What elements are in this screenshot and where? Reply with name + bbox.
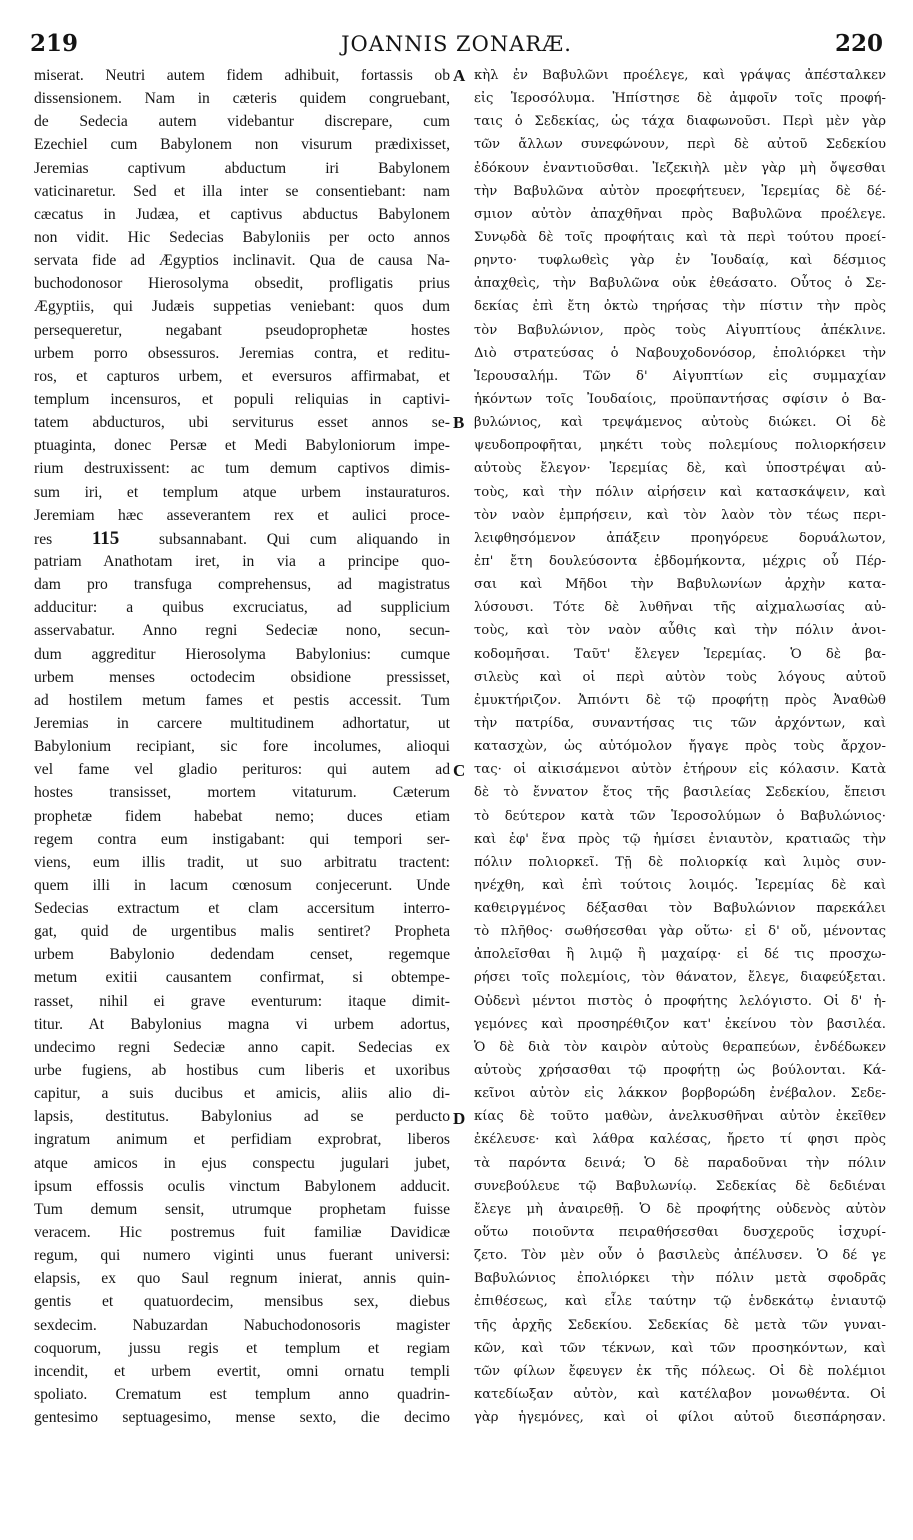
greek-line: τοὺς, καὶ τὸν ναὸν αὖθις καὶ τὴν πόλιν ἀνοι- (474, 623, 886, 639)
greek-line: τοὺς, καὶ τὴν πόλιν αἱρήσειν καὶ κατασκάψειν, καὶ (474, 484, 886, 500)
greek-line: ταις ὁ Σεδεκίας, ὡς τάχα διαφωνοῦσι. Περὶ μὲν γὰρ (474, 114, 886, 130)
greek-line: καθειργμένος δέξασθαι τὸν Βαβυλώνιον παρεκάλει (474, 901, 886, 917)
latin-line: ad hostilem metum fames et pestis accessit. Tum (34, 691, 450, 709)
latin-line: prophetæ fidem habebat nemo; duces etiam (34, 807, 450, 825)
page-number-right: 220 (834, 30, 883, 57)
latin-line: Sedecias extractum et clam accersitum interro- (34, 900, 450, 918)
latin-line: rasset, nihil ei grave eventurum: itaque dimit- (34, 992, 450, 1010)
greek-line: εἰς Ἱεροσόλυμα. Ἠπίστησε δὲ ἀμφοῖν τοῖς προφή- (474, 91, 886, 107)
latin-line: de Sedecia autem videbantur discrepare, cum (34, 113, 450, 131)
latin-line: veracem. Hic postremus fuit familiæ Davidicæ (34, 1224, 450, 1242)
latin-line: dissensionem. Nam in cæteris quidem congruebant, (34, 90, 450, 108)
greek-line: οὕτω ποιοῦντα πειραθήσεσθαι δυσχεροῦς ἰσχυρί- (474, 1225, 886, 1241)
latin-line: spoliato. Crematum est templum anno quadrin- (34, 1386, 450, 1404)
latin-line: metum exitii causantem confirmat, si obtempe- (34, 969, 450, 987)
greek-line: ρήσει τοῖς πολεμίοις, τὸν θάνατον, ἔλεγε, διαφεύξεται. (474, 970, 886, 986)
greek-line: σαι καὶ Μῆδοι τὴν Βαβυλωνίων ἀρχὴν κατα- (474, 577, 886, 593)
latin-line: incendit, et urbem evertit, omni ornatu templi (34, 1362, 450, 1380)
latin-line: atque amicos in ejus conspectu jugulari jubet, (34, 1154, 450, 1172)
greek-line: ἐπιθέσεως, καὶ εἷλε ταύτην τῷ ἑνδεκάτῳ ἐνιαυτῷ (474, 1294, 886, 1310)
latin-line: capitur, a suis ducibus et amicis, aliis alio di- (34, 1085, 450, 1103)
greek-line: Συνῳδὰ δὲ τοῖς προφήταις καὶ τὰ περὶ τούτου προεί- (474, 229, 886, 245)
latin-line: urbem menses octodecim obsidione pressisset, (34, 668, 450, 686)
latin-line: cæcatus in Judæa, et captivus abductus Babylonem (34, 205, 450, 223)
margin-marker-c: C (453, 761, 466, 780)
greek-line: τὸ δεύτερον κατὰ τῶν Ἱεροσολύμων ὁ Βαβυλώνιος· (474, 808, 886, 824)
latin-line: hostes transisset, mortem vitaturum. Cæterum (34, 784, 450, 802)
greek-line: αὐτοὺς ἔλεγον· Ἰερεμίας δὲ, καὶ ὑποστρέψαι αὐ- (474, 461, 886, 477)
greek-line: τας· οἱ αἰκισάμενοι αὐτὸν ἐτήρουν εἰς κόλασιν. Κατὰ (474, 762, 886, 778)
latin-line: patriam Anathotam iret, in via a principe quo- (34, 552, 450, 570)
greek-line: σμιον αὐτὸν ἀπαχθῆναι πρὸς Βαβυλῶνα προέλεγε. (474, 206, 886, 222)
latin-line: persequeretur, negabant pseudoprophetæ hostes (34, 321, 450, 339)
latin-line: ingratum animum et perfidiam exprobrat, liberos (34, 1131, 450, 1149)
page-header (0, 30, 913, 64)
latin-line: regem contra eum instigabant: qui tempori ser- (34, 830, 450, 848)
latin-line: viens, eum illis tradit, ut suo arbitratu tractent: (34, 853, 450, 871)
greek-line: γεμόνες καὶ προσηρέθιζον κατ' ἐκείνου τὸν βασιλέα. (474, 1016, 886, 1032)
greek-line: καὶ ἐφ' ἕνα πρὸς τῷ ἡμίσει ἐνιαυτὸν, κρατιαῶς τὴν (474, 831, 886, 847)
latin-line: Tum demum sensit, utrumque prophetam fuisse (34, 1200, 450, 1218)
greek-line: ἔλεγε μὴ ἀναιρεθῇ. Ὁ δὲ προφήτης οὐδενὸς αὐτὸν (474, 1201, 886, 1217)
margin-marker-d: D (453, 1109, 466, 1128)
greek-line: Βαβυλώνιος ἐπολιόρκει τὴν πόλιν μετὰ σφοδρᾶς (474, 1271, 886, 1287)
greek-line: πόλιν πολιορκεῖ. Τῇ δὲ πολιορκίᾳ καὶ λιμὸς συν- (474, 854, 886, 870)
latin-line: gentis et quatuordecim, mensibus sex, diebus (34, 1293, 450, 1311)
greek-line: Διὸ στρατεύσας ὁ Ναβουχοδονόσορ, ἐπολιόρκει τὴν (474, 345, 886, 361)
latin-line: miserat. Neutri autem fidem adhibuit, fortassis ob (34, 67, 450, 84)
latin-line: urbe fugiens, ab hostibus cum liberis et uxoribus (34, 1062, 450, 1080)
latin-line: titur. At Babylonius magna vi urbem adortus, (34, 1015, 450, 1033)
latin-line: dum aggreditur Hierosolyma Babylonius: cumque (34, 645, 450, 663)
greek-line: τὴν πατρίδα, συναντήσας τις τῶν ἀρχόντων, καὶ (474, 715, 886, 731)
latin-line: coquorum, jussu regis et templum et regiam (34, 1339, 450, 1357)
latin-line: Jeremiam hæc asseverantem rex et aulici proce- (34, 506, 450, 524)
margin-marker-a: A (453, 66, 466, 85)
greek-line: ζετο. Τὸν μὲν οὖν ὁ βασιλεὺς ἀπέλυσεν. Ὁ δέ γε (474, 1248, 886, 1264)
greek-line: δεκίας ἐπὶ ἔτη ὀκτὼ τηρήσας τὴν πίστιν τὴν πρὸς (474, 299, 886, 315)
page-number-left: 219 (30, 30, 79, 57)
greek-line: ρηντο· τυφλωθεὶς γὰρ ἐν Ἰουδαίᾳ, καὶ δέσμιος (474, 253, 886, 269)
greek-line: δὲ τὸ ἔννατον ἔτος τῆς βασιλείας Σεδεκίου, ἔπεισι (474, 785, 886, 801)
latin-line: ros, et capturos urbem, et eversuros affirmabat, et (34, 367, 450, 385)
latin-line: Ægyptiis, qui Judæis suppetias veniebant: quos dum (34, 298, 450, 316)
latin-line: adducitur: a quibus excruciatus, ad supplicium (34, 599, 450, 617)
greek-line: κοδομῆσαι. Ταῦτ' ἔλεγεν Ἰερεμίας. Ὁ δὲ βα- (474, 646, 886, 662)
greek-line: βυλώνιος, καὶ τρεψάμενος αὐτοὺς διώκει. Οἱ δὲ (474, 415, 886, 431)
greek-line: λειφθησόμενον ἀπάξειν προηγόρευε δορυάλωτον, (474, 530, 886, 546)
greek-line: κῶν, καὶ τῶν τέκνων, καὶ τῶν προσηκόντων, καὶ (474, 1340, 886, 1356)
greek-line: ἐδόκουν ἐναντιοῦσθαι. Ἰεζεκιὴλ μὲν γὰρ μὴ ὄψεσθαι (474, 160, 886, 176)
latin-line: urbem Babylonio dedendam censet, regemque (34, 946, 450, 964)
greek-line: Οὐδενὶ μέντοι πιστὸς ὁ προφήτης λελόγιστο. Οἱ δ' ἡ- (474, 993, 886, 1009)
greek-line: ἐμυκτήριζον. Ἀπιόντι δὲ τῷ προφήτῃ πρὸς Ἀναθὼθ (474, 692, 886, 708)
greek-line: λύσουσι. Τότε δὲ λυθῆναι τῆς αἰχμαλωσίας αὐ- (474, 600, 886, 616)
latin-line: Jeremias captivum abductum iri Babylonem (34, 159, 450, 177)
folio-number: 115 (91, 527, 120, 549)
latin-line: regum, qui numero viginti unus fuerant universi: (34, 1247, 450, 1265)
latin-line: undecimo regni Sedeciæ anno capit. Sedecias ex (34, 1038, 450, 1056)
latin-text: res (34, 530, 53, 548)
greek-column (474, 64, 886, 1429)
latin-line: sexdecim. Nabuzardan Nabuchodonosoris magister (34, 1316, 450, 1334)
latin-line: servata fide ad Ægyptios inclinavit. Qua de causa Na- (34, 252, 450, 270)
latin-column (34, 64, 450, 1429)
greek-line: Ὁ δὲ διὰ τὸν καιρὸν αὐτοὺς θεραπεύων, ἐνδέδωκεν (474, 1039, 886, 1055)
greek-line: ψευδοπροφῆται, μηκέτι τοὺς πολεμίους πολιορκήσειν (474, 438, 886, 454)
latin-line: Babylonium recipiant, sic fore incolumes, alioqui (34, 738, 450, 756)
greek-line: σιλεὺς καὶ οἱ περὶ αὐτὸν τοὺς λόγους αὐτοῦ (474, 669, 886, 685)
greek-line: τὴν Βαβυλῶνα αὐτὸν προεφήτευεν, Ἰερεμίας δὲ δέ- (474, 183, 886, 199)
greek-line: κὴλ ἐν Βαβυλῶνι προέλεγε, καὶ γράψας ἀπέσταλκεν (474, 68, 886, 83)
latin-line: templum incensuros, et populi reliquias in captivi- (34, 390, 450, 408)
latin-line: gentesimo septuagesimo, mense sexto, die decimo (34, 1409, 450, 1427)
greek-line: τὰ παρόντα δεινά; Ὁ δὲ παραδοῦναι τὴν πόλιν (474, 1155, 886, 1171)
greek-line: γὰρ ἡγεμόνες, καὶ οἱ φίλοι αὐτοῦ διεσπάρησαν. (474, 1410, 886, 1426)
latin-line: sum iri, et templum atque urbem instauraturos. (34, 483, 450, 501)
latin-line: ipsum effossis oculis vinctum Babylonem adducit. (34, 1177, 450, 1195)
greek-line: ἀπολεῖσθαι ἢ λιμῷ ἢ μαχαίρᾳ· εἰ δέ τις προσχω- (474, 947, 886, 963)
running-title: JOANNIS ZONARÆ. (341, 32, 572, 56)
latin-line: asservabatur. Anno regni Sedeciæ nono, secun- (34, 622, 450, 640)
latin-line: buchodonosor Hierosolyma obsedit, profligatis prius (34, 275, 450, 293)
latin-text: subsannabant. Qui cum aliquando in (158, 530, 450, 548)
greek-line: συνεβούλευε τῷ Βαβυλωνίῳ. Σεδεκίας δὲ δεδιέναι (474, 1178, 886, 1194)
latin-line: vaticinaretur. Sed et illa inter se consentiebant: nam (34, 182, 450, 200)
latin-line: non vidit. Hic Sedecias Babyloniis per octo annos (34, 228, 450, 246)
latin-line: gat, quid de urgentibus malis sentiret? Propheta (34, 923, 450, 941)
latin-line: rium destruxissent: ac tum demum captivos dimis- (34, 460, 450, 478)
greek-line: ἐπ' ἔτη δουλεύσοντα ἑβδομήκοντα, μέχρις οὗ Πέρ- (474, 553, 886, 569)
latin-line: quem illi in lacum cœnosum conjecerunt. Unde (34, 876, 450, 894)
latin-line: dam pro transfuga comprehensus, ad magistratus (34, 576, 450, 594)
greek-line: Ἱερουσαλήμ. Τῶν δ' Αἰγυπτίων εἰς συμμαχίαν (474, 368, 886, 384)
latin-line: tatem abducturos, ubi serviturus esset annos se- (34, 414, 450, 432)
greek-line: κίας δὲ τοῦτο μαθὼν, ἀνελκυσθῆναι αὐτὸν ἐκεῖθεν (474, 1109, 886, 1125)
greek-line: ηνέχθη, καὶ ἐπὶ τούτοις λοιμός. Ἰερεμίας δὲ καὶ (474, 877, 886, 893)
latin-line-with-folio (34, 527, 450, 550)
latin-line: Jeremias in carcere multitudinem adhortatur, ut (34, 714, 450, 732)
latin-line: elapsis, ex quo Saul regnum inierat, annis quin- (34, 1270, 450, 1288)
greek-line: κατεδίωξαν αὐτὸν, καὶ κατέλαβον μονωθέντα. Οἱ (474, 1387, 886, 1403)
latin-line: Ezechiel cum Babylonem non visurum prædixisset, (34, 136, 450, 154)
greek-line: τῆς ἀρχῆς Σεδεκίου. Σεδεκίας δὲ μετὰ τῶν γυναι- (474, 1317, 886, 1333)
latin-line: urbem porro obsessuros. Jeremias contra, et reditu- (34, 344, 450, 362)
latin-line: ptuaginta, donec Persæ et Medi Babyloniorum impe- (34, 437, 450, 455)
greek-line: τῶν φίλων ἔφευγεν ἐκ τῆς πόλεως. Οἱ δὲ πολέμιοι (474, 1363, 886, 1379)
greek-line: ἡκόντων τοῖς Ἰουδαίοις, προϋπαντήσας σφίσιν ὁ Βα- (474, 391, 886, 407)
greek-line: κατασχὼν, ὡς αὐτόμολον ἤγαγε πρὸς τοὺς ἄρχον- (474, 739, 886, 755)
greek-line: αὐτοὺς χρήσασθαι τῷ προφήτῃ ὡς βούλονται. Κά- (474, 1063, 886, 1079)
greek-line: ἐκέλευσε· καὶ λάθρα καλέσας, ἤρετο τί φησι πρὸς (474, 1132, 886, 1148)
greek-line: τὸν ναὸν ἐμπρήσειν, καὶ τὸν λαὸν τὸν τέως περι- (474, 507, 886, 523)
greek-line: τῶν ἄλλων συνεφώνουν, περὶ δὲ αὐτοῦ Σεδεκίου (474, 137, 886, 153)
greek-line: τὸ πλῆθος· σωθήσεσθαι γὰρ οὕτω· εἰ δ' οὔ, μένοντας (474, 924, 886, 940)
greek-line: ἀπαχθεὶς, τὴν Βαβυλῶνα οὐκ ἐθεάσατο. Οὗτος ὁ Σε- (474, 276, 886, 292)
greek-line: κεῖνοι αὐτὸν εἰς λάκκον βορβορώδη ἐνέβαλον. Σεδε- (474, 1086, 886, 1102)
margin-marker-b: B (453, 413, 465, 432)
latin-line: lapsis, destitutus. Babylonius ad se perducto (34, 1108, 450, 1126)
latin-line: vel fame vel gladio perituros: qui autem ad (34, 761, 450, 779)
greek-line: τὸν Βαβυλώνιον, πρὸς τοὺς Αἰγυπτίους ἀπέκλινε. (474, 322, 886, 338)
